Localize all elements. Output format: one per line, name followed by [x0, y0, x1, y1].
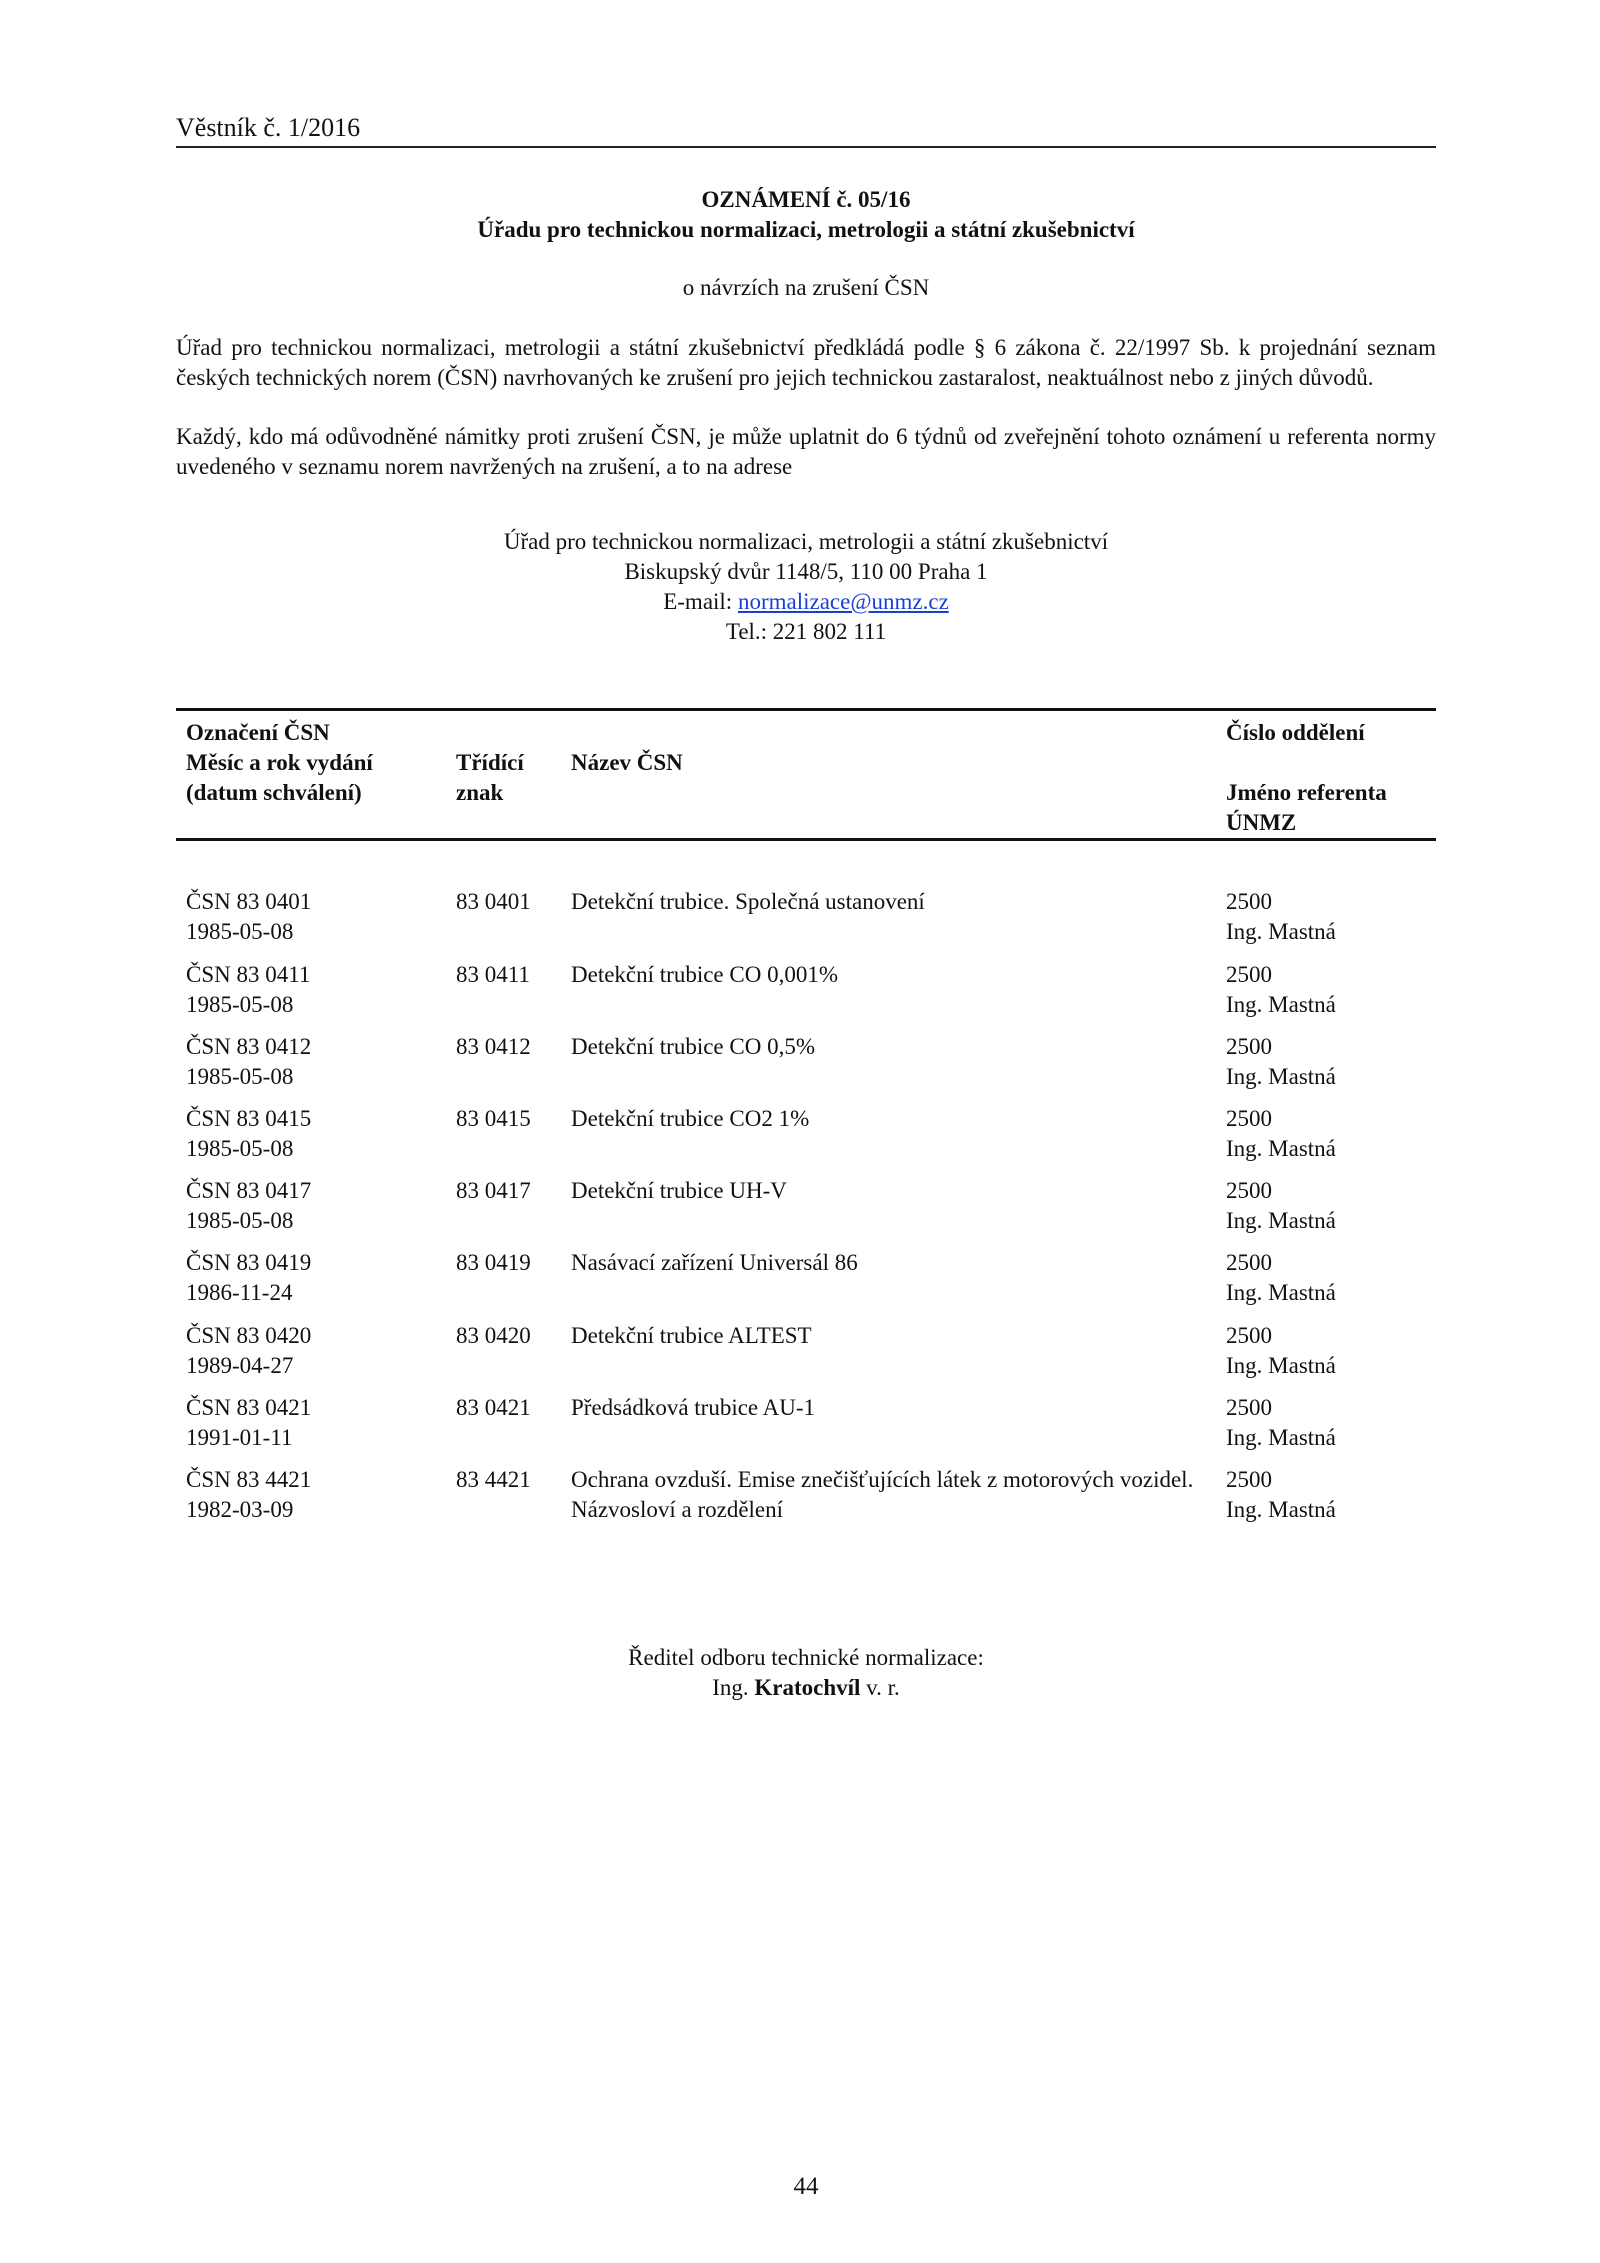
- cell-referent: [1226, 1321, 1336, 1381]
- cell-designation: [186, 887, 311, 947]
- table-row: [176, 1248, 1436, 1308]
- cell-referent: [1226, 887, 1336, 947]
- header-name: Název ČSN: [571, 750, 683, 775]
- approval-date: 1991-01-11: [186, 1425, 293, 1450]
- cell-code: 83 0421: [456, 1395, 531, 1420]
- cell-name: Detekční trubice CO 0,5%: [571, 1034, 815, 1059]
- table-row: [176, 960, 1436, 1020]
- approval-date: 1985-05-08: [186, 1064, 294, 1089]
- email-label: E-mail:: [663, 589, 738, 614]
- designation: ČSN 83 4421: [186, 1467, 312, 1492]
- table-row: [176, 1032, 1436, 1092]
- designation: ČSN 83 0421: [186, 1395, 312, 1420]
- cell-code: 83 4421: [456, 1467, 531, 1492]
- table-header-rule: [176, 838, 1436, 841]
- cell-designation: [186, 1321, 311, 1381]
- signature-block: [176, 1643, 1436, 1703]
- table-row: [176, 887, 1436, 947]
- header-code: [456, 748, 524, 808]
- header-designation-line2: Měsíc a rok vydání: [186, 750, 373, 775]
- address-email: [176, 587, 1436, 617]
- header-designation-line1: Označení ČSN: [186, 720, 330, 745]
- referent-name: Ing. Mastná: [1226, 1064, 1336, 1089]
- cell-referent: [1226, 1176, 1336, 1236]
- cell-referent: [1226, 1104, 1336, 1164]
- referent-name: Ing. Mastná: [1226, 1353, 1336, 1378]
- cell-designation: [186, 960, 310, 1020]
- cell-code: 83 0401: [456, 889, 531, 914]
- cell-name: Nasávací zařízení Universál 86: [571, 1250, 858, 1275]
- cell-referent: [1226, 1032, 1336, 1092]
- cell-code: 83 0420: [456, 1323, 531, 1348]
- table-row: [176, 1104, 1436, 1164]
- header-referent-line1: Jméno referenta: [1226, 780, 1387, 805]
- cell-designation: [186, 1104, 311, 1164]
- cell-code: 83 0419: [456, 1250, 531, 1275]
- cell-name: Detekční trubice CO2 1%: [571, 1106, 810, 1131]
- running-header: Věstník č. 1/2016: [176, 113, 361, 142]
- address-phone: Tel.: 221 802 111: [725, 619, 887, 644]
- dept-number: 2500: [1226, 1467, 1272, 1492]
- signature-suffix: v. r.: [860, 1675, 900, 1700]
- referent-name: Ing. Mastná: [1226, 992, 1336, 1017]
- cell-referent: [1226, 1465, 1336, 1525]
- dept-number: 2500: [1226, 1034, 1272, 1059]
- cell-referent: [1226, 1248, 1336, 1308]
- header-code-line1: Třídící: [456, 750, 524, 775]
- address-name: Úřad pro technickou normalizaci, metrologii a státní zkušebnictví: [503, 529, 1109, 554]
- signature-role: Ředitel odboru technické normalizace:: [628, 1645, 984, 1670]
- table-row: [176, 1176, 1436, 1236]
- table-row: [176, 1393, 1436, 1453]
- header-referent: [1226, 778, 1387, 838]
- dept-number: 2500: [1226, 889, 1272, 914]
- cell-code: 83 0411: [456, 962, 530, 987]
- cell-code: 83 0412: [456, 1034, 531, 1059]
- cell-referent: [1226, 1393, 1336, 1453]
- address-street: Biskupský dvůr 1148/5, 110 00 Praha 1: [624, 559, 988, 584]
- approval-date: 1985-05-08: [186, 919, 294, 944]
- designation: ČSN 83 0415: [186, 1106, 312, 1131]
- designation: ČSN 83 0419: [186, 1250, 312, 1275]
- cell-name: Předsádková trubice AU-1: [571, 1395, 815, 1420]
- contact-address: [176, 527, 1436, 647]
- header-designation: [186, 718, 373, 808]
- header-code-line2: znak: [456, 780, 504, 805]
- cell-referent: [1226, 960, 1336, 1020]
- signature-name: [176, 1673, 1436, 1703]
- notice-issuer: Úřadu pro technickou normalizaci, metrologii a státní zkušebnictví: [477, 217, 1135, 242]
- signature-surname: Kratochvíl: [754, 1675, 861, 1700]
- referent-name: Ing. Mastná: [1226, 1497, 1336, 1522]
- cell-name: Detekční trubice CO 0,001%: [571, 962, 838, 987]
- approval-date: 1986-11-24: [186, 1280, 293, 1305]
- cell-designation: [186, 1465, 311, 1525]
- approval-date: 1985-05-08: [186, 1208, 294, 1233]
- cell-code: 83 0415: [456, 1106, 531, 1131]
- table-row: [176, 1465, 1436, 1525]
- header-designation-line3: (datum schválení): [186, 780, 362, 805]
- referent-name: Ing. Mastná: [1226, 919, 1336, 944]
- referent-name: Ing. Mastná: [1226, 1425, 1336, 1450]
- referent-name: Ing. Mastná: [1226, 1136, 1336, 1161]
- cell-name: Ochrana ovzduší. Emise znečišťujících látek z motorových vozidel. Názvosloví a rozdělení: [571, 1467, 1194, 1522]
- notice-subtitle: o návrzích na zrušení ČSN: [682, 275, 930, 300]
- designation: ČSN 83 0411: [186, 962, 311, 987]
- intro-paragraph: Úřad pro technickou normalizaci, metrologii a státní zkušebnictví předkládá podle § 6 zákona č. 22/1997 Sb. k projednání seznam českých technických norem (ČSN) navrhovaných ke zrušení pro jejich technickou zastaralost, neaktuálnost nebo z jiných důvodů.: [176, 335, 1436, 390]
- dept-number: 2500: [1226, 1323, 1272, 1348]
- header-referent-line2: ÚNMZ: [1226, 810, 1297, 835]
- dept-number: 2500: [1226, 1106, 1272, 1131]
- table-row: [176, 1321, 1436, 1381]
- notice-title: OZNÁMENÍ č. 05/16: [701, 187, 911, 212]
- approval-date: 1989-04-27: [186, 1353, 294, 1378]
- designation: ČSN 83 0417: [186, 1178, 312, 1203]
- header-dept: Číslo oddělení: [1226, 720, 1365, 745]
- objection-paragraph: Každý, kdo má odůvodněné námitky proti zrušení ČSN, je může uplatnit do 6 týdnů od zveřejnění tohoto oznámení u referenta normy uvedeného v seznamu norem navržených na zrušení, a to na adrese: [176, 424, 1436, 479]
- referent-name: Ing. Mastná: [1226, 1208, 1336, 1233]
- dept-number: 2500: [1226, 1250, 1272, 1275]
- designation: ČSN 83 0420: [186, 1323, 312, 1348]
- cell-designation: [186, 1248, 311, 1308]
- dept-number: 2500: [1226, 1395, 1272, 1420]
- cell-designation: [186, 1176, 311, 1236]
- header-divider: [176, 146, 1436, 148]
- designation: ČSN 83 0412: [186, 1034, 312, 1059]
- approval-date: 1985-05-08: [186, 1136, 294, 1161]
- cell-designation: [186, 1032, 311, 1092]
- referent-name: Ing. Mastná: [1226, 1280, 1336, 1305]
- email-link[interactable]: normalizace@unmz.cz: [737, 589, 949, 614]
- cell-name: Detekční trubice UH-V: [571, 1178, 787, 1203]
- signature-prefix: Ing.: [712, 1675, 755, 1700]
- cell-name: Detekční trubice ALTEST: [571, 1323, 812, 1348]
- designation: ČSN 83 0401: [186, 889, 312, 914]
- approval-date: 1985-05-08: [186, 992, 294, 1017]
- page-number: 44: [793, 2173, 819, 2200]
- cell-name: Detekční trubice. Společná ustanovení: [571, 889, 925, 914]
- table-top-rule: [176, 708, 1436, 711]
- dept-number: 2500: [1226, 1178, 1272, 1203]
- dept-number: 2500: [1226, 962, 1272, 987]
- approval-date: 1982-03-09: [186, 1497, 294, 1522]
- cell-designation: [186, 1393, 311, 1453]
- cell-code: 83 0417: [456, 1178, 531, 1203]
